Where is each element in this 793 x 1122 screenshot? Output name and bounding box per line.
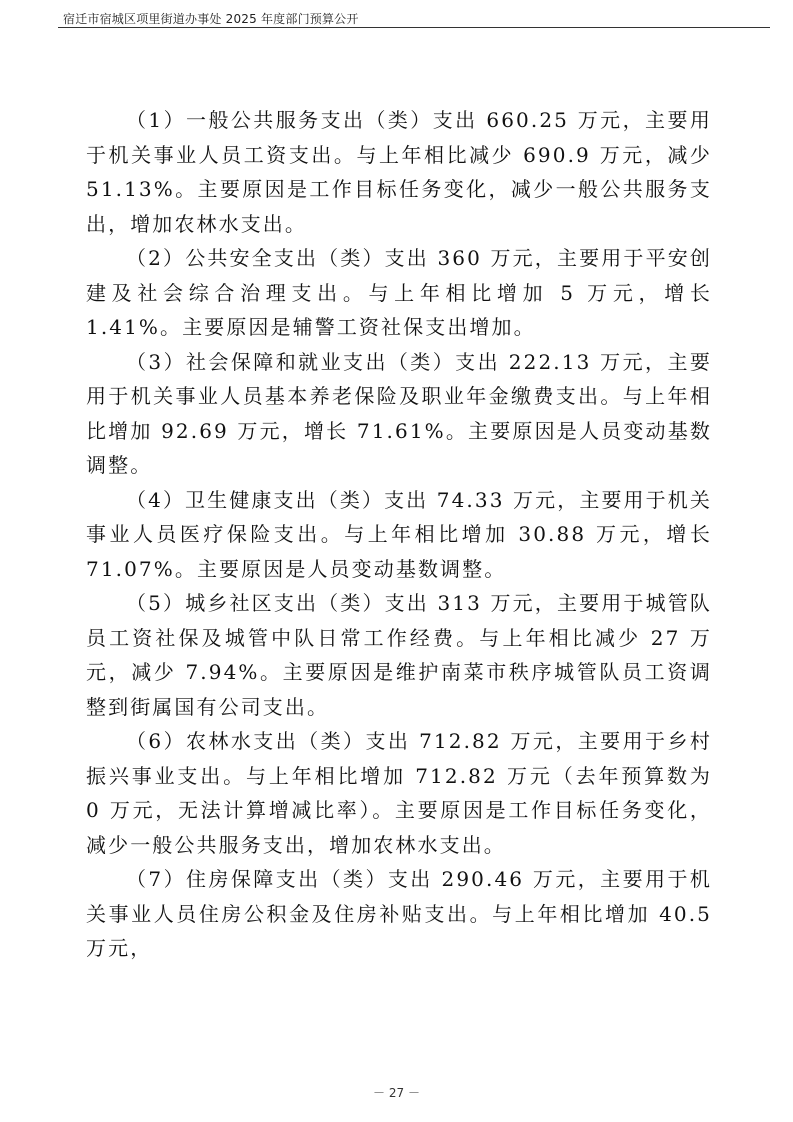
paragraph-general-public-services: （1）一般公共服务支出（类）支出 660.25 万元，主要用于机关事业人员工资支出。与上年相比减少 690.9 万元，减少 51.13%。主要原因是工作目标任务变化，减少一般公共服务支出，增加农林水支出。 xyxy=(86,108,712,236)
paragraph-housing-security: （7）住房保障支出（类）支出 290.46 万元，主要用于机关事业人员住房公积金及住房补贴支出。与上年相比增加 40.5 万元， xyxy=(86,867,712,960)
paragraph-urban-rural-community: （5）城乡社区支出（类）支出 313 万元，主要用于城管队员工资社保及城管中队日常工作经费。与上年相比减少 27 万元，减少 7.94%。主要原因是维护南菜市秩序城管队员工资调整到街属国有公司支出。 xyxy=(86,591,712,719)
paragraph-agriculture-forestry-water: （6）农林水支出（类）支出 712.82 万元，主要用于乡村振兴事业支出。与上年相比增加 712.82 万元（去年预算数为 0 万元，无法计算增减比率）。主要原因是工作目标任务变化，减少一般公共服务支出，增加农林水支出。 xyxy=(86,729,712,857)
page-number: － 27 － xyxy=(373,1086,420,1100)
document-header-title: 宿迁市宿城区项里街道办事处 2025 年度部门预算公开 xyxy=(63,12,359,26)
header-divider xyxy=(58,27,770,28)
document-body xyxy=(86,103,712,966)
paragraph-public-security: （2）公共安全支出（类）支出 360 万元，主要用于平安创建及社会综合治理支出。与上年相比增加 5 万元，增长 1.41%。主要原因是辅警工资社保支出增加。 xyxy=(86,246,712,339)
paragraph-social-security-employment: （3）社会保障和就业支出（类）支出 222.13 万元，主要用于机关事业人员基本养老保险及职业年金缴费支出。与上年相比增加 92.69 万元，增长 71.61%。主要原因是人员变动基数调整。 xyxy=(86,349,712,477)
paragraph-health: （4）卫生健康支出（类）支出 74.33 万元，主要用于机关事业人员医疗保险支出。与上年相比增加 30.88 万元，增长 71.07%。主要原因是人员变动基数调整。 xyxy=(86,487,712,581)
